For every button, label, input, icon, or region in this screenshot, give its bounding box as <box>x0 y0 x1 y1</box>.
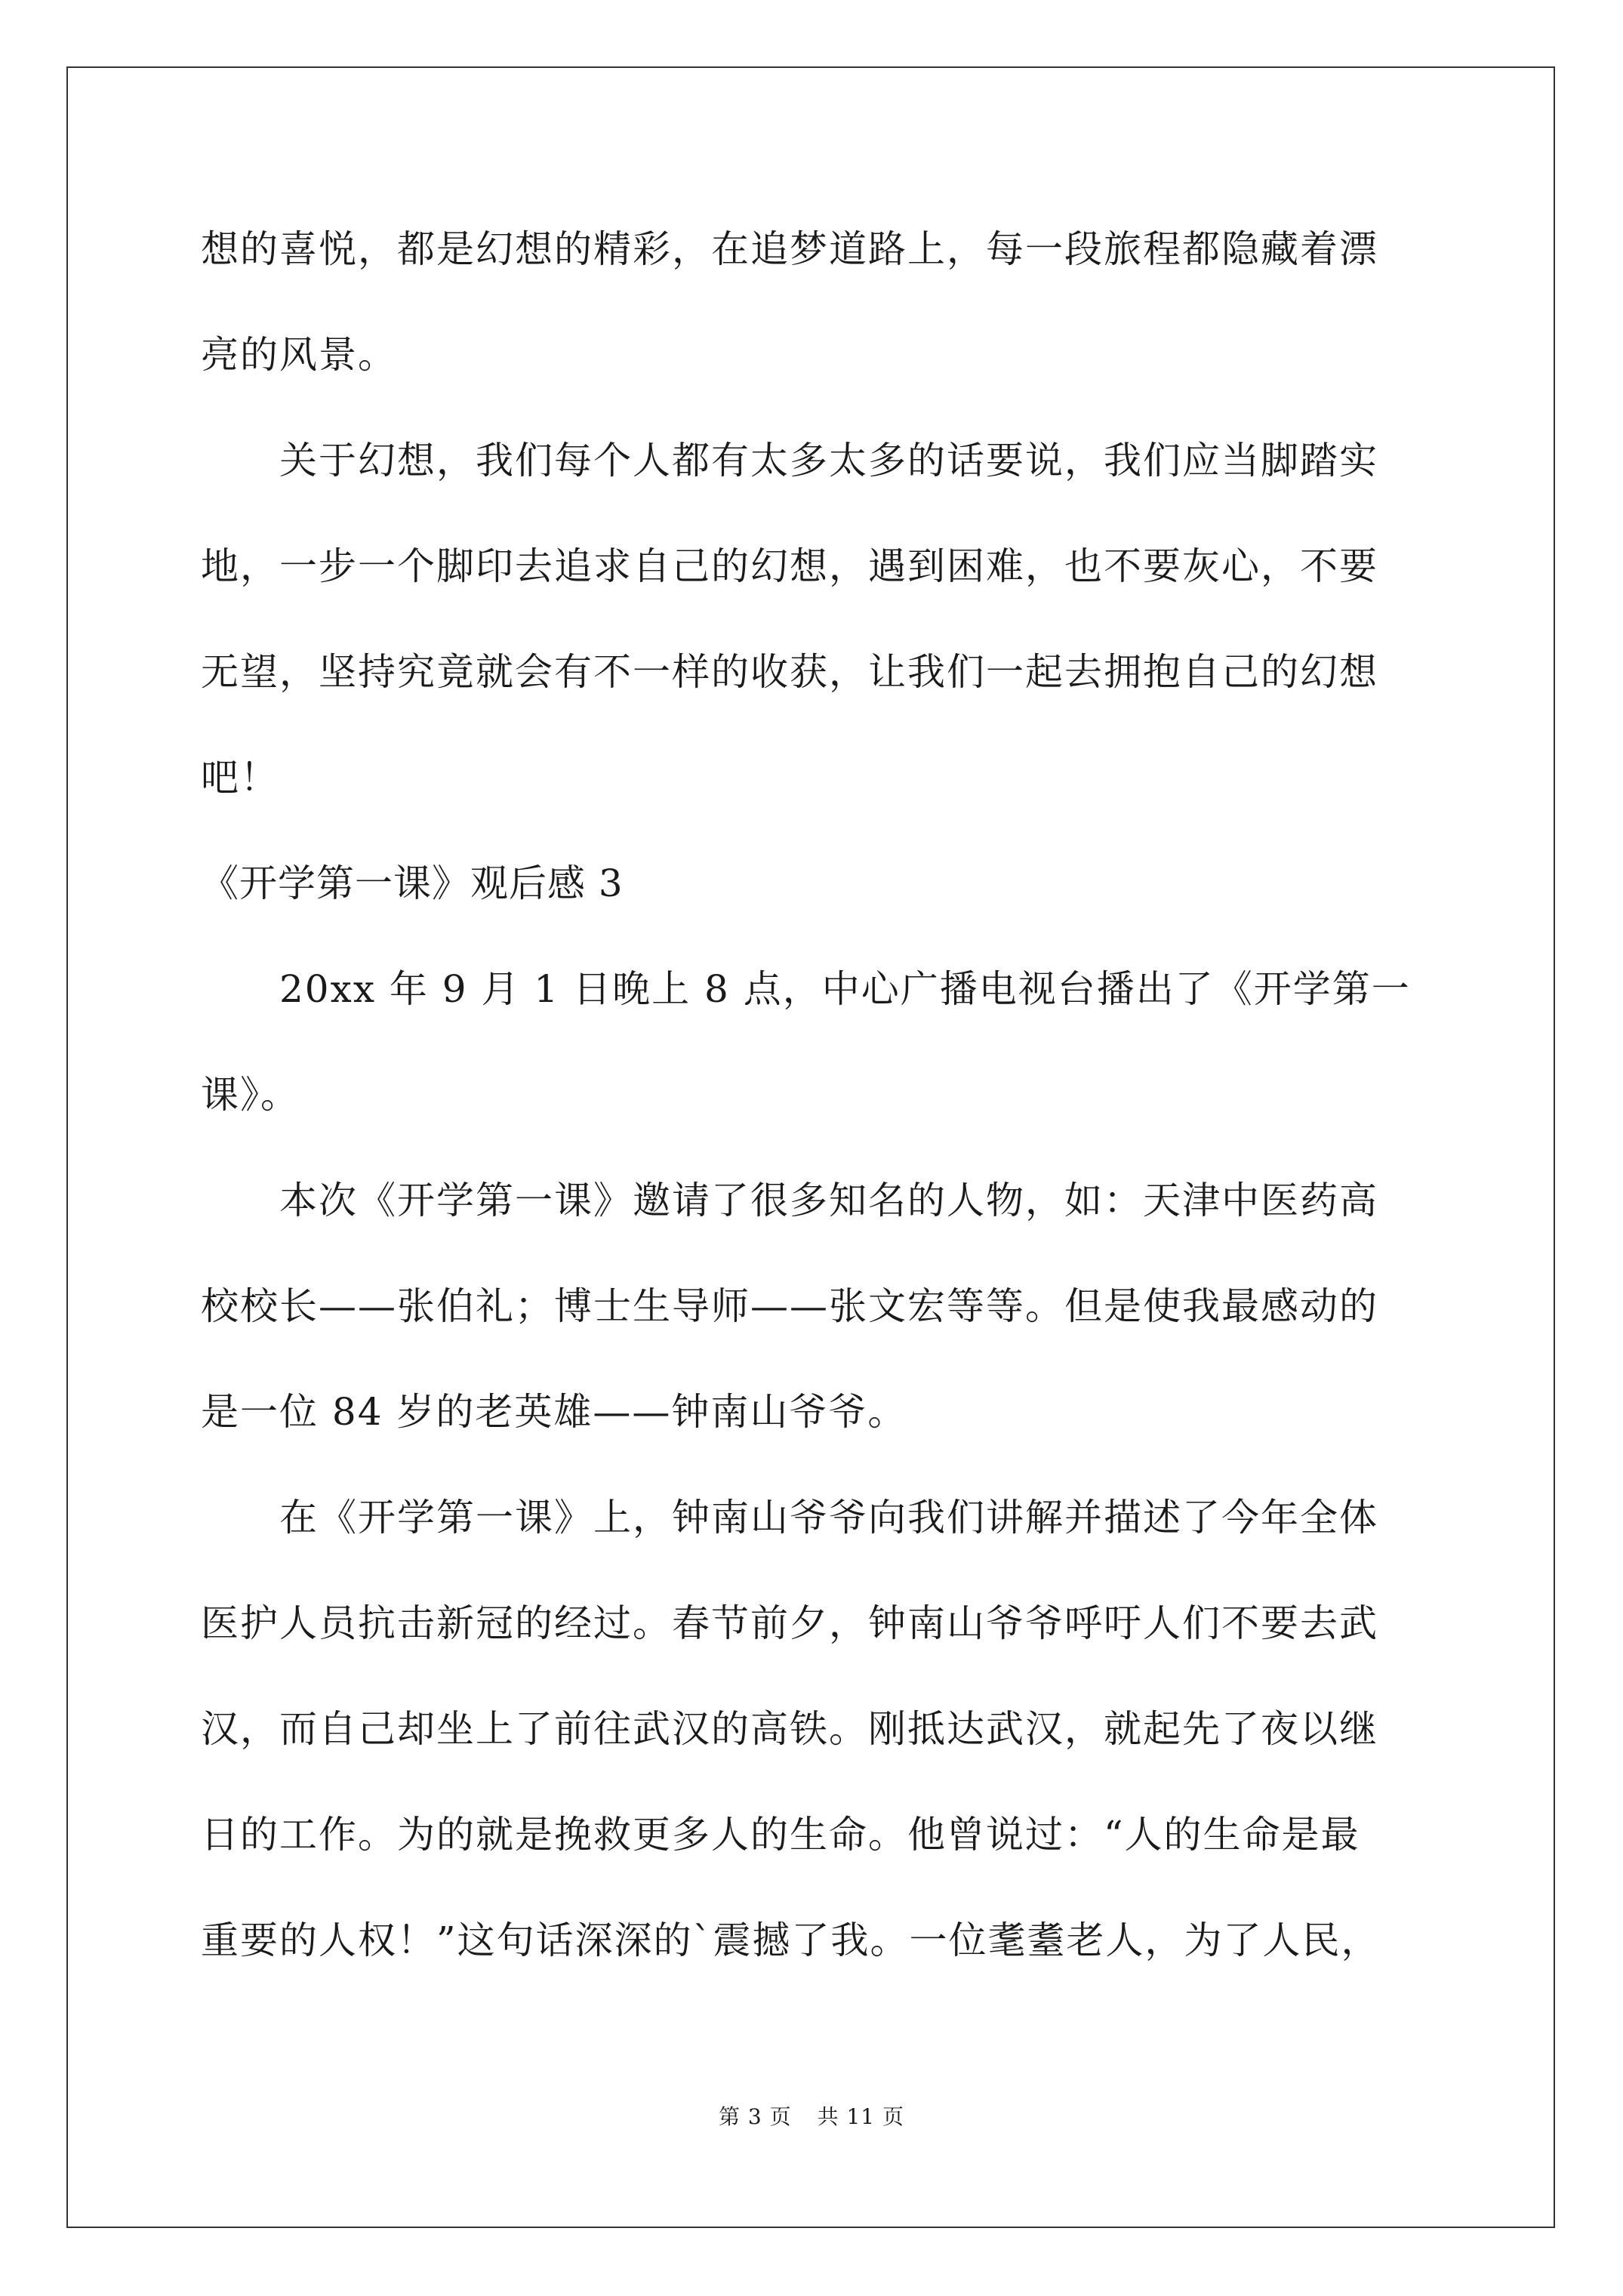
page-total: 共 11 页 <box>817 2104 905 2129</box>
text-line: 吧！ <box>201 756 279 800</box>
page-footer <box>0 2100 1623 2131</box>
text-line: 课》。 <box>201 1073 300 1117</box>
text-line: 重要的人权！”这句话深深的`震撼了我。一位耄耋老人，为了人民， <box>201 1918 1381 1962</box>
text-line: 无望，坚持究竟就会有不一样的收获，让我们一起去拥抱自己的幻想 <box>201 650 1378 694</box>
paragraph-start: 本次《开学第一课》邀请了很多知名的人物，如：天津中医药高 <box>279 1179 1378 1222</box>
section-heading: 《开学第一课》观后感 3 <box>201 861 624 905</box>
page-number: 第 3 页 <box>718 2104 792 2129</box>
paragraph-start: 关于幻想，我们每个人都有太多太多的话要说，我们应当脚踏实 <box>279 439 1378 482</box>
text-line: 亮的风景。 <box>201 333 397 377</box>
paragraph-start: 在《开学第一课》上，钟南山爷爷向我们讲解并描述了今年全体 <box>279 1496 1378 1539</box>
document-body <box>201 215 1469 2012</box>
text-line: 是一位 84 岁的老英雄——钟南山爷爷。 <box>201 1390 907 1434</box>
text-line: 想的喜悦，都是幻想的精彩，在追梦道路上，每一段旅程都隐藏着漂 <box>201 227 1378 271</box>
text-line: 医护人员抗击新冠的经过。春节前夕，钟南山爷爷呼吁人们不要去武 <box>201 1601 1378 1645</box>
text-line: 汉，而自己却坐上了前往武汉的高铁。刚抵达武汉，就起先了夜以继 <box>201 1707 1378 1751</box>
paragraph-start: 20xx 年 9 月 1 日晚上 8 点，中心广播电视台播出了《开学第一 <box>279 967 1411 1011</box>
text-line: 地，一步一个脚印去追求自己的幻想，遇到困难，也不要灰心，不要 <box>201 544 1378 588</box>
text-line: 日的工作。为的就是挽救更多人的生命。他曾说过：“人的生命是最 <box>201 1813 1360 1857</box>
text-line: 校校长——张伯礼；博士生导师——张文宏等等。但是使我最感动的 <box>201 1284 1378 1328</box>
